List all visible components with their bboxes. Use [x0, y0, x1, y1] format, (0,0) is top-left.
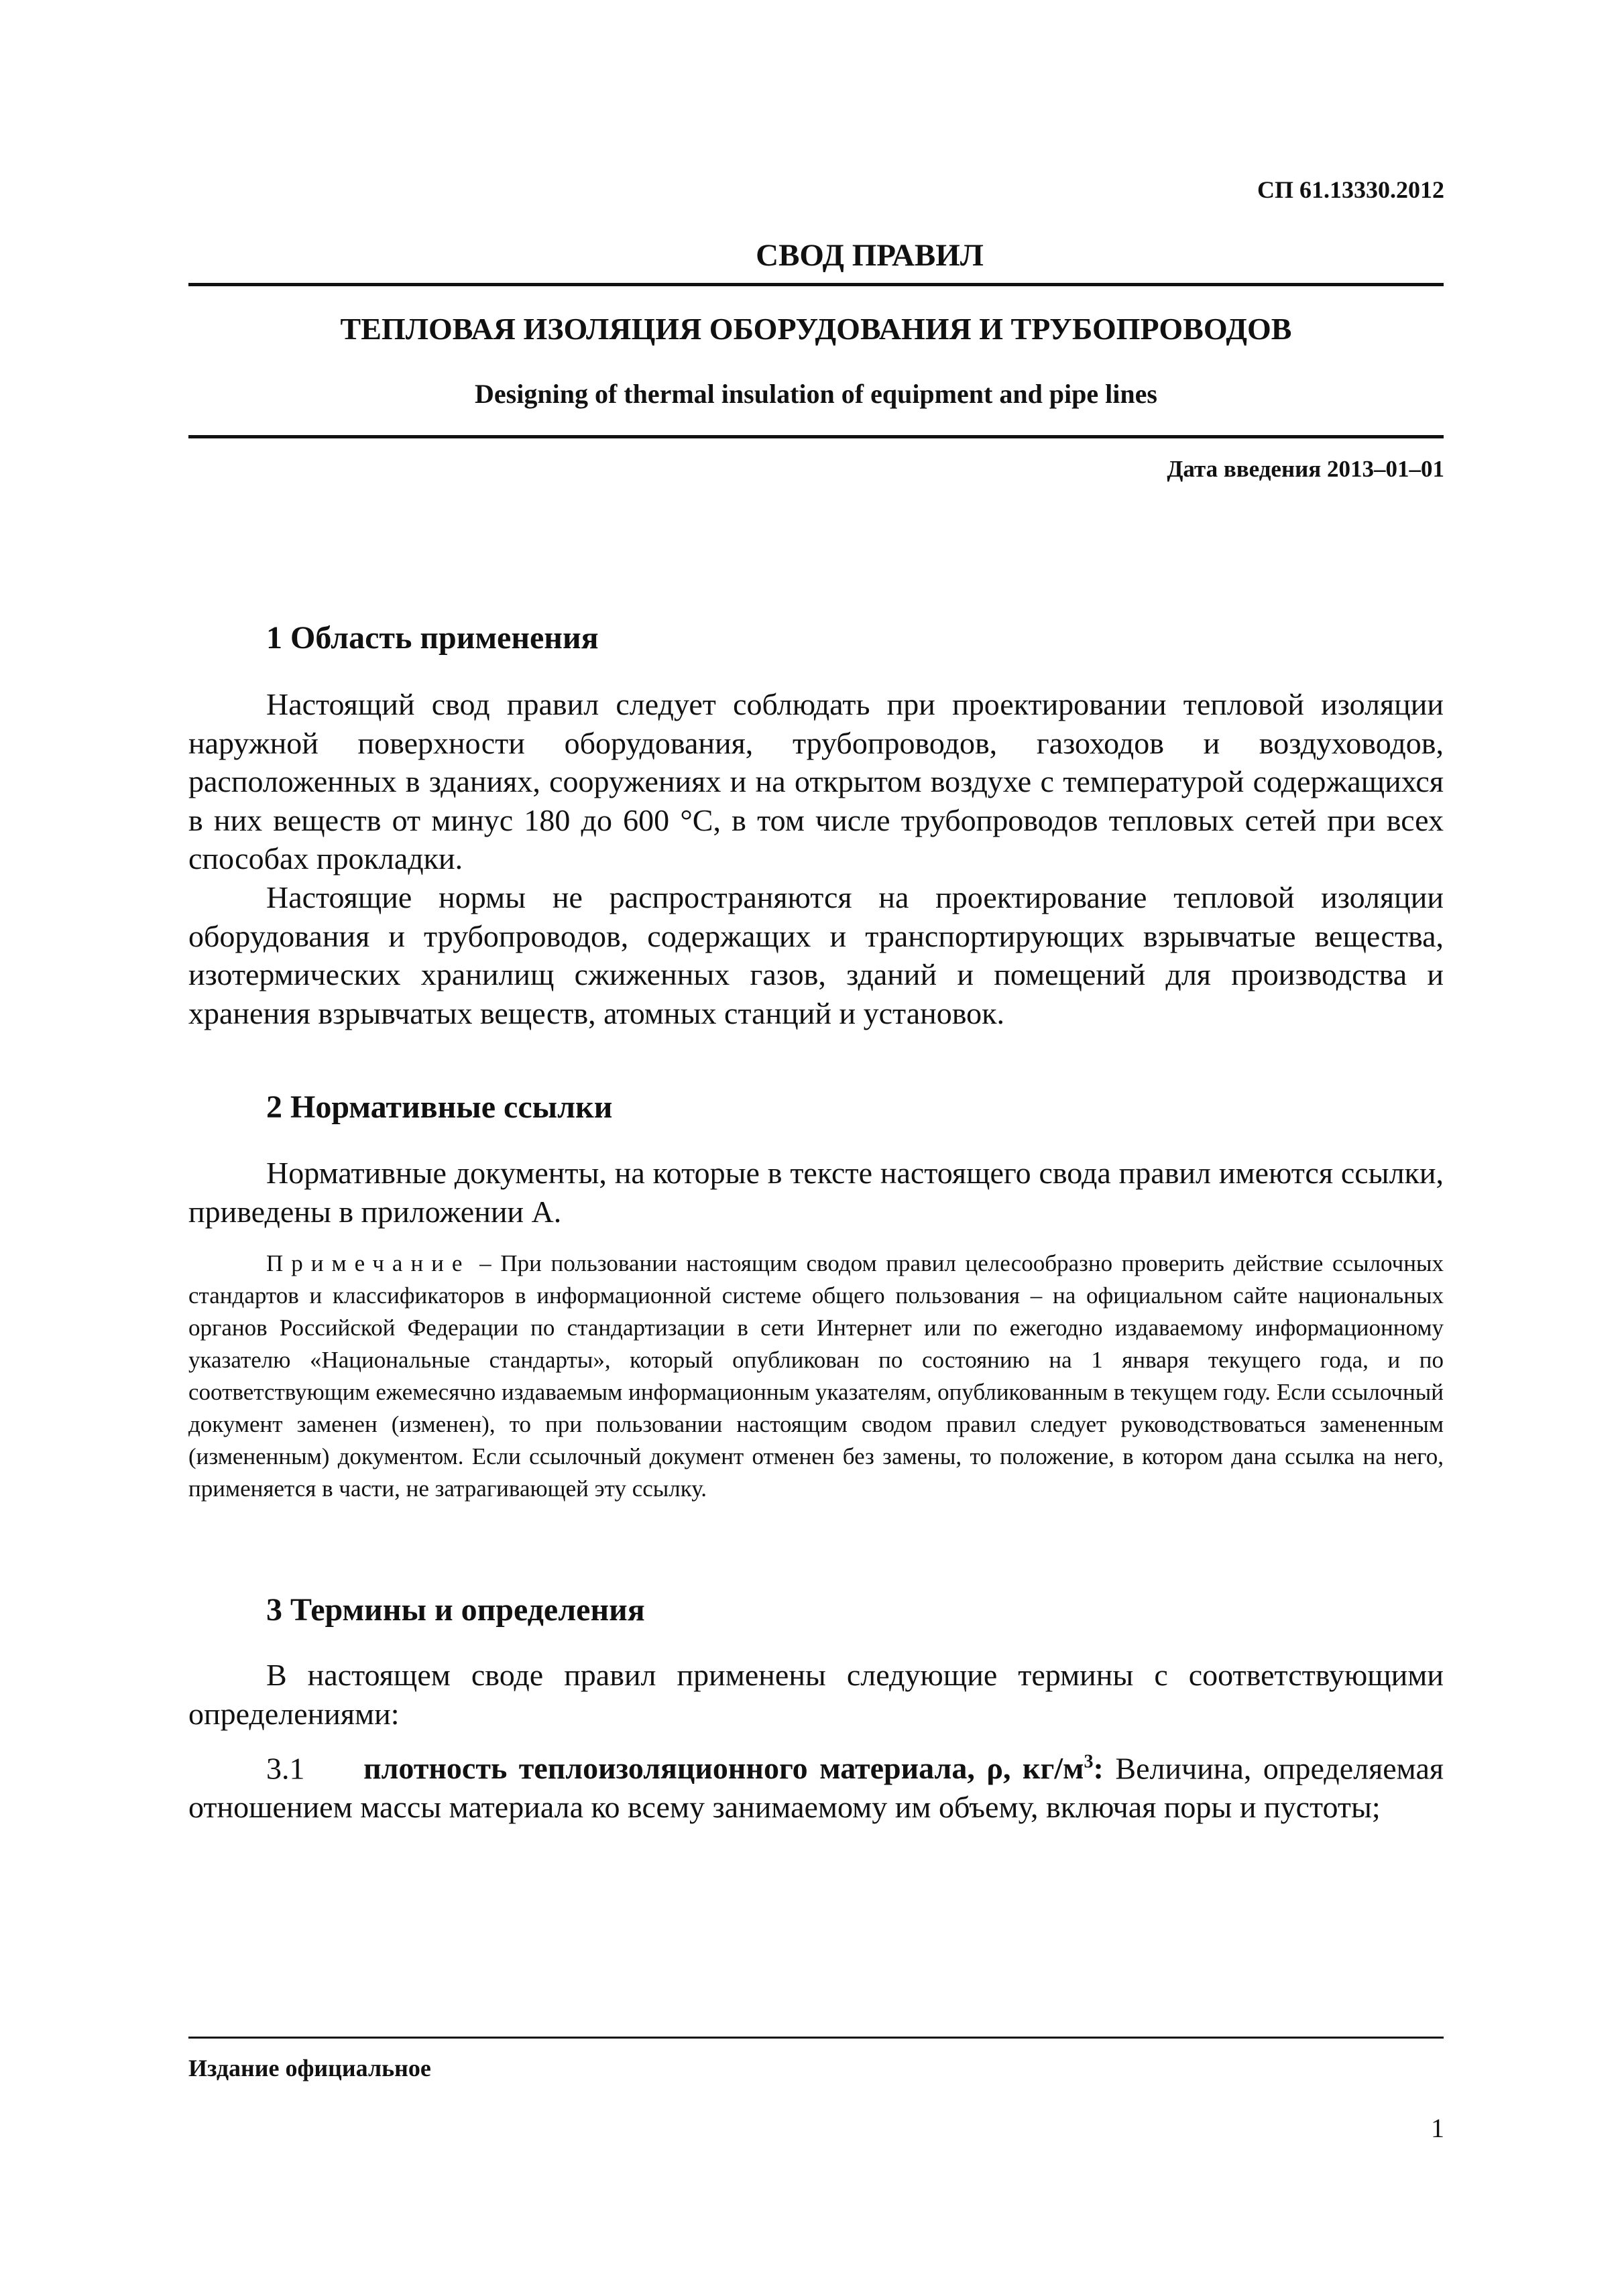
section-3-paragraph-1: В настоящем своде правил применены следующие термины с соответствующими определениями: [188, 1658, 1444, 1731]
section-2-heading: 2 Нормативные ссылки [266, 1089, 613, 1125]
section-1-paragraph-2: Настоящие нормы не распространяются на проектирование тепловой изоляции оборудования и трубопроводов, содержащих и транспортирующих взрывчатые вещества, изотермических хранилищ сжиженных газов, зданий и помещений для производства и хранения взрывчатых веществ, атомных станций и установок. [188, 880, 1444, 1030]
section-1-paragraph-1: Настоящий свод правил следует соблюдать при проектировании тепловой изоляции наружной поверхности оборудования, трубопроводов, газоходов и воздуховодов, расположенных в зданиях, сооружениях и на открытом воздухе с температурой содержащихся в них веществ от минус 180 до 600 °С, в том числе трубопроводов тепловых сетей при всех способах прокладки. [188, 687, 1444, 875]
section-2-paragraph-1: Нормативные документы, на которые в тексте настоящего свода правил имеются ссылки, приведены в приложении А. [188, 1156, 1444, 1229]
title-bottom-rule [188, 435, 1444, 438]
official-edition-label: Издание официальное [188, 2055, 431, 2081]
term-number: 3.1 [266, 1751, 305, 1786]
term-definition: Величина, определяемая отношением массы материала ко всему занимаемому им объему, включая поры и пустоты; [188, 1751, 1444, 1824]
document-code: СП 61.13330.2012 [1257, 176, 1444, 203]
section-3-heading: 3 Термины и определения [266, 1592, 645, 1628]
note-label: Примечание [266, 1250, 471, 1276]
document-title-en: Designing of thermal insulation of equipment and pipe lines [475, 379, 1157, 409]
section-2-note [188, 1248, 1444, 1505]
footer-rule [188, 2037, 1444, 2039]
term-name: плотность теплоизоляционного материала, ρ, $кг/м^3$: [363, 1751, 1104, 1786]
term-3-1 [188, 1743, 1444, 1826]
top-rule [188, 283, 1444, 286]
page-number: 1 [1431, 2113, 1444, 2143]
document-title-ru: ТЕПЛОВАЯ ИЗОЛЯЦИЯ ОБОРУДОВАНИЯ И ТРУБОПРОВОДОВ [340, 312, 1292, 346]
section-1-heading: 1 Область применения [266, 620, 599, 656]
document-type: СВОД ПРАВИЛ [756, 238, 984, 273]
note-text: – При пользовании настоящим сводом правил целесообразно проверить действие ссылочных стандартов и классификаторов в информационной системе общего пользования – на официальном сайте национальных органов Российской Федерации по стандартизации в сети Интернет или по ежегодно издаваемому информационному указателю «Национальные стандарты», который опубликован по состоянию на 1 января текущего года, и по соответствующим ежемесячно издаваемым информационным указателям, опубликованным в текущем году. Если ссылочный документ заменен (изменен), то при пользовании настоящим сводом правил следует руководствоваться замененным (измененным) документом. Если ссылочный документ отменен без замены, то положение, в котором дана ссылка на него, применяется в части, не затрагивающей эту ссылку. [188, 1250, 1444, 1502]
introduction-date: Дата введения 2013–01–01 [1167, 456, 1444, 482]
